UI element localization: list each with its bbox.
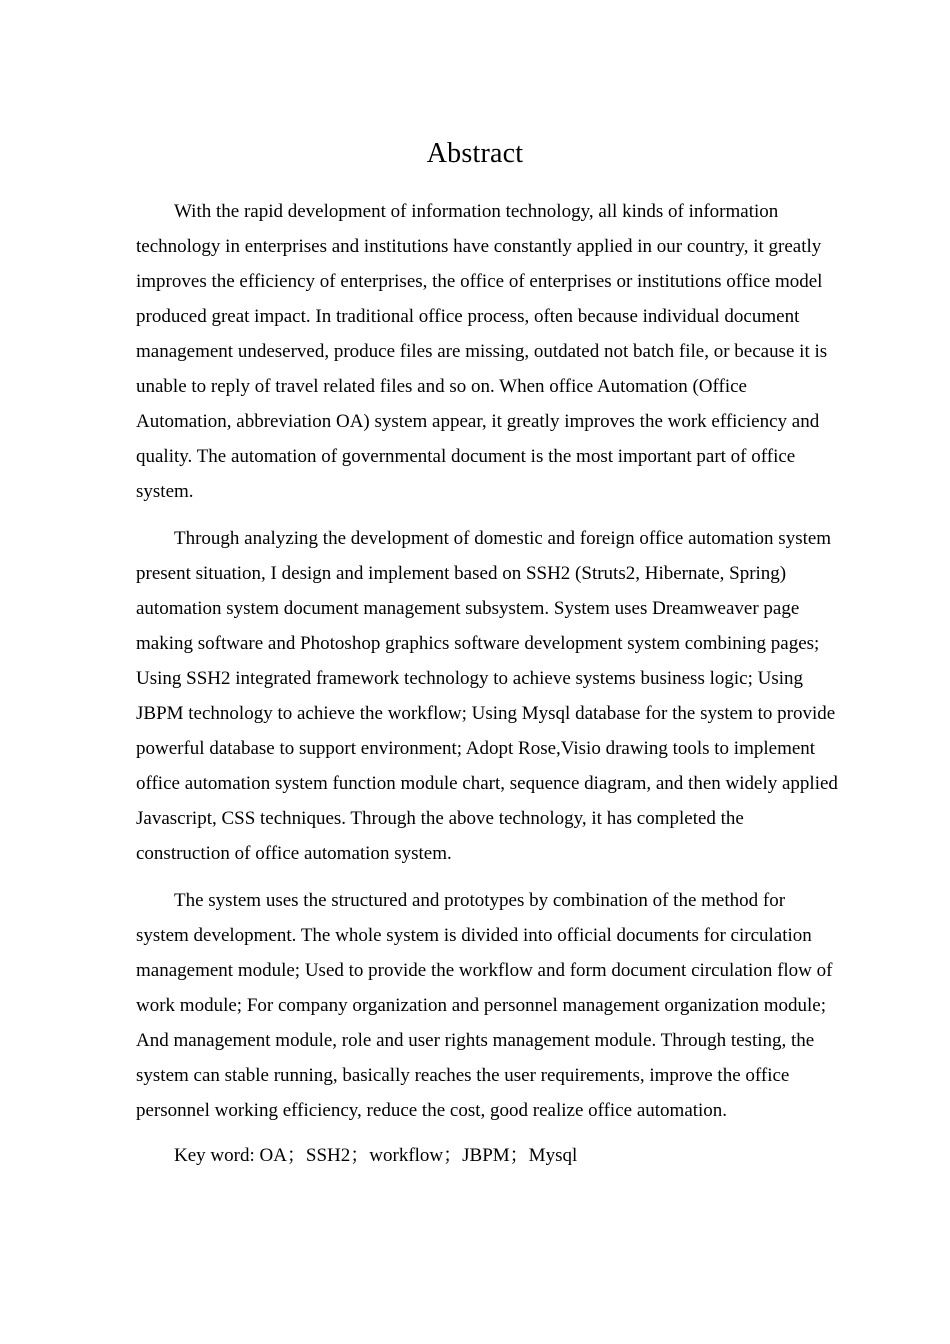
abstract-title: Abstract	[426, 138, 524, 169]
abstract-paragraph-1: With the rapid development of information technology, all kinds of information technology in enterprises and institutions have constantly applied in our country, it greatly improves the efficiency of enterprises, the office of enterprises or institutions office model produced great impact. In traditional office process, often because individual document management undeserved, produce files are missing, outdated not batch file, or because it is unable to reply of travel related files and so on. When office Automation (Office Automation, abbreviation OA) system appear, it greatly improves the work efficiency and quality. The automation of governmental document is the most important part of office system.	[136, 201, 828, 502]
abstract-body	[136, 194, 841, 1172]
abstract-paragraph-3: The system uses the structured and prototypes by combination of the method for system development. The whole system is divided into official documents for circulation management module; Used to provide the workflow and form document circulation flow of work module; For company organization and personnel management organization module; And management module, role and user rights management module. Through testing, the system can stable running, basically reaches the user requirements, improve the office personnel working efficiency, reduce the cost, good realize office automation.	[136, 890, 833, 1121]
keywords-line: Key word: OA；SSH2；workflow；JBPM；Mysql	[174, 1145, 578, 1166]
abstract-paragraph-2: Through analyzing the development of domestic and foreign office automation system present situation, I design and implement based on SSH2 (Struts2, Hibernate, Spring) automation system document management subsystem. System uses Dreamweaver page making software and Photoshop graphics software development system combining pages; Using SSH2 integrated framework technology to achieve systems business logic; Using JBPM technology to achieve the workflow; Using Mysql database for the system to provide powerful database to support environment; Adopt Rose,Visio drawing tools to implement office automation system function module chart, sequence diagram, and then widely applied Javascript, CSS techniques. Through the above technology, it has completed the construction of office automation system.	[136, 528, 838, 864]
